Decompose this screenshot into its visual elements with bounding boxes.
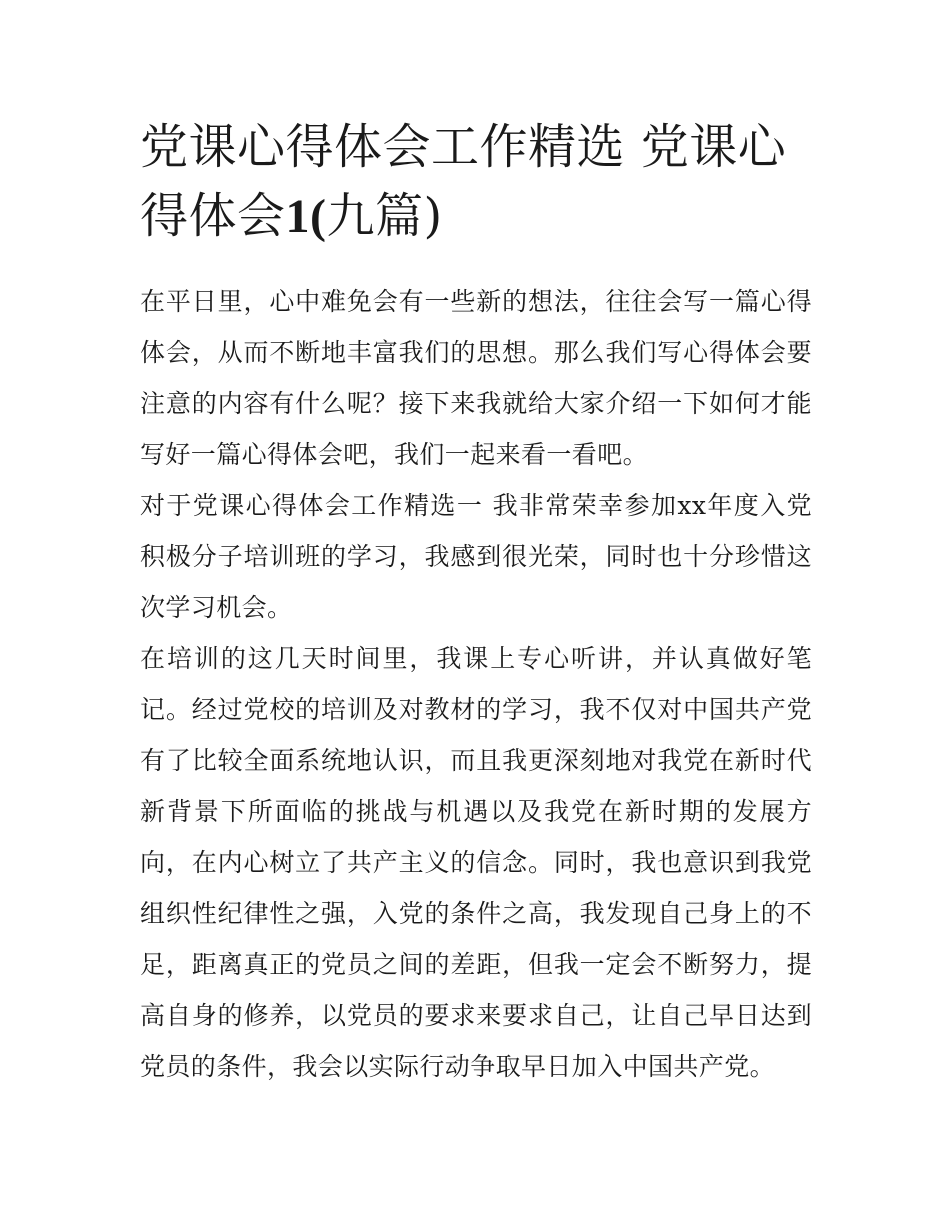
body-paragraph-2: 在培训的这几天时间里，我课上专心听讲，并认真做好笔记。经过党校的培训及对教材的学习，我不仅对中国共产党有了比较全面系统地认识，而且我更深刻地对我党在新时代新背景下所面临的挑战与机遇以及我党在新时期的发展方向，在内心树立了共产主义的信念。同时，我也意识到我党组织性纪律性之强，入党的条件之高，我发现自己身上的不足，距离真正的党员之间的差距，但我一定会不断努力，提高自身的修养，以党员的要求来要求自己，让自己早日达到党员的条件，我会以实际行动争取早日加入中国共产党。 bbox=[140, 644, 812, 1081]
document-body bbox=[140, 276, 812, 1092]
body-paragraph-1: 对于党课心得体会工作精选一 我非常荣幸参加xx年度入党积极分子培训班的学习，我感到很光荣，同时也十分珍惜这次学习机会。 bbox=[140, 491, 812, 622]
title-suffix: 九篇) bbox=[326, 188, 443, 244]
title-text: 党课心得体会工作精选 党课心得体会 bbox=[140, 119, 787, 244]
intro-paragraph: 在平日里，心中难免会有一些新的想法，往往会写一篇心得体会，从而不断地丰富我们的思想。那么我们写心得体会要注意的内容有什么呢？接下来我就给大家介绍一下如何才能写好一篇心得体会吧，我们一起来看一看吧。 bbox=[140, 287, 812, 469]
title-number: 1( bbox=[285, 190, 327, 243]
document-title bbox=[140, 113, 820, 251]
